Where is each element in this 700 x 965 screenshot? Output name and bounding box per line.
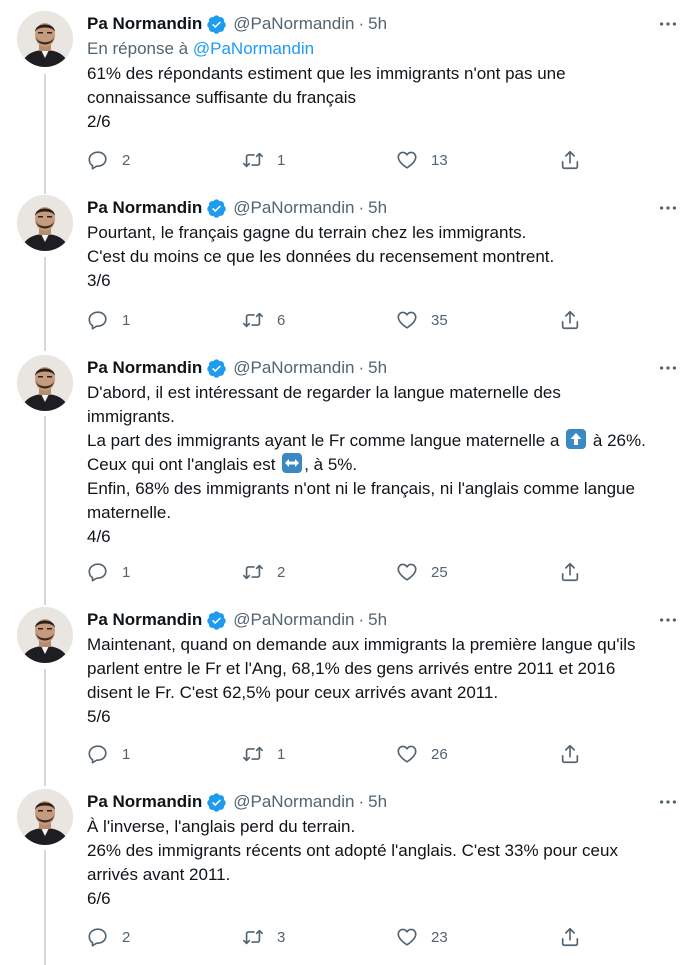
separator-dot: · — [358, 198, 365, 217]
tweet-text — [87, 633, 680, 729]
like-icon — [396, 149, 418, 171]
retweet-button[interactable] — [242, 742, 285, 766]
like-count: 26 — [431, 745, 448, 763]
tweet[interactable] — [0, 184, 700, 344]
retweet-icon — [242, 926, 264, 948]
avatar[interactable] — [17, 11, 73, 67]
tweet-text-line: 4/6 — [87, 527, 111, 546]
like-button[interactable] — [396, 308, 448, 332]
share-icon — [559, 743, 581, 765]
tweet-text-line: 6/6 — [87, 889, 111, 908]
verified-badge-icon — [206, 198, 227, 219]
reply-icon — [87, 149, 109, 171]
retweet-button[interactable] — [242, 925, 285, 949]
reply-count: 1 — [122, 745, 131, 763]
tweet-text-line — [87, 453, 680, 477]
timestamp[interactable]: 5h — [368, 610, 388, 629]
reply-button[interactable] — [87, 308, 130, 332]
share-button[interactable] — [559, 560, 581, 584]
avatar[interactable] — [17, 355, 73, 411]
retweet-icon — [242, 149, 264, 171]
verified-badge-icon — [206, 14, 227, 35]
tweet-text — [87, 221, 680, 293]
author-name[interactable]: Pa Normandin — [87, 792, 203, 811]
tweet[interactable] — [0, 344, 700, 596]
tweet-text-line: disent le Fr. C'est 62,5% pour ceux arrivés avant 2011. — [87, 683, 499, 702]
tweet-text-line: 26% des immigrants récents ont adopté l'anglais. C'est 33% pour ceux — [87, 841, 618, 860]
reply-button[interactable] — [87, 560, 130, 584]
tweet-actions — [87, 925, 680, 949]
like-count: 13 — [431, 151, 448, 169]
timestamp[interactable]: 5h — [368, 792, 388, 811]
timestamp[interactable]: 5h — [368, 198, 388, 217]
tweet-text-line: maternelle. — [87, 503, 172, 522]
retweet-button[interactable] — [242, 308, 285, 332]
tweet-text-line: Pourtant, le français gagne du terrain chez les immigrants. — [87, 223, 527, 242]
share-icon — [559, 561, 581, 583]
tweet-text — [87, 381, 680, 549]
reply-icon — [87, 743, 109, 765]
tweet-text-segment: à 26%. — [592, 431, 646, 450]
author-name[interactable]: Pa Normandin — [87, 198, 203, 217]
reply-count: 2 — [122, 151, 131, 169]
separator-dot: · — [358, 14, 365, 33]
share-icon — [559, 149, 581, 171]
tweet-header — [87, 790, 680, 814]
like-icon — [396, 309, 418, 331]
retweet-count: 2 — [277, 563, 286, 581]
like-count: 23 — [431, 928, 448, 946]
reply-icon — [87, 926, 109, 948]
reply-prefix: En réponse à — [87, 39, 189, 58]
like-button[interactable] — [396, 148, 448, 172]
reply-button[interactable] — [87, 148, 130, 172]
reply-to-link[interactable]: @PaNormandin — [192, 39, 315, 58]
retweet-icon — [242, 561, 264, 583]
author-handle[interactable]: @PaNormandin — [233, 198, 355, 217]
more-options-button[interactable] — [656, 790, 680, 814]
retweet-count: 1 — [277, 151, 286, 169]
tweet-actions — [87, 742, 680, 766]
timestamp[interactable]: 5h — [368, 14, 388, 33]
avatar[interactable] — [17, 195, 73, 251]
reply-button[interactable] — [87, 742, 130, 766]
more-options-button[interactable] — [656, 196, 680, 220]
more-icon — [657, 13, 679, 35]
tweet-text-line: Maintenant, quand on demande aux immigrants la première langue qu'ils — [87, 635, 636, 654]
more-icon — [657, 357, 679, 379]
share-button[interactable] — [559, 925, 581, 949]
tweet-text-segment: Ceux qui ont l'anglais est — [87, 455, 276, 474]
like-button[interactable] — [396, 560, 448, 584]
tweet-header — [87, 608, 680, 632]
tweet-text-line: 3/6 — [87, 271, 111, 290]
more-options-button[interactable] — [656, 356, 680, 380]
author-name[interactable]: Pa Normandin — [87, 14, 203, 33]
timestamp[interactable]: 5h — [368, 358, 388, 377]
avatar[interactable] — [17, 607, 73, 663]
reply-button[interactable] — [87, 925, 130, 949]
share-button[interactable] — [559, 148, 581, 172]
author-handle[interactable]: @PaNormandin — [233, 358, 355, 377]
tweet-text-segment: La part des immigrants ayant le Fr comme langue maternelle a — [87, 431, 560, 450]
more-icon — [657, 197, 679, 219]
author-handle[interactable]: @PaNormandin — [233, 14, 355, 33]
retweet-button[interactable] — [242, 560, 285, 584]
reply-context — [87, 37, 680, 61]
tweet[interactable] — [0, 778, 700, 965]
author-handle[interactable]: @PaNormandin — [233, 792, 355, 811]
verified-badge-icon — [206, 792, 227, 813]
more-options-button[interactable] — [656, 12, 680, 36]
up-arrow-emoji-icon — [566, 429, 586, 449]
more-icon — [657, 791, 679, 813]
reply-icon — [87, 561, 109, 583]
share-icon — [559, 309, 581, 331]
tweet-text-line: parlent entre le Fr et l'Ang, 68,1% des gens arrivés entre 2011 et 2016 — [87, 659, 616, 678]
retweet-count: 6 — [277, 311, 286, 329]
tweet-actions — [87, 308, 680, 332]
retweet-count: 1 — [277, 745, 286, 763]
reply-count: 1 — [122, 311, 131, 329]
separator-dot: · — [358, 358, 365, 377]
tweet-text-line: À l'inverse, l'anglais perd du terrain. — [87, 817, 356, 836]
retweet-count: 3 — [277, 928, 286, 946]
tweet-text-line: 5/6 — [87, 707, 111, 726]
like-button[interactable] — [396, 742, 448, 766]
tweet[interactable] — [0, 596, 700, 778]
avatar[interactable] — [17, 789, 73, 845]
tweet-header — [87, 12, 680, 36]
tweet-text-line: 61% des répondants estiment que les immigrants n'ont pas une — [87, 64, 566, 83]
tweet-text — [87, 62, 680, 134]
tweet-actions — [87, 148, 680, 172]
tweet-actions — [87, 560, 680, 584]
like-count: 25 — [431, 563, 448, 581]
retweet-icon — [242, 309, 264, 331]
tweet[interactable] — [0, 0, 700, 184]
like-button[interactable] — [396, 925, 448, 949]
tweet-text-segment: , à 5%. — [304, 455, 358, 474]
like-icon — [396, 561, 418, 583]
like-icon — [396, 926, 418, 948]
reply-count: 1 — [122, 563, 131, 581]
author-name[interactable]: Pa Normandin — [87, 610, 203, 629]
retweet-button[interactable] — [242, 148, 285, 172]
share-icon — [559, 926, 581, 948]
tweet-text — [87, 815, 680, 911]
share-button[interactable] — [559, 742, 581, 766]
left-right-arrow-emoji-icon — [282, 453, 302, 473]
tweet-text-line: 2/6 — [87, 112, 111, 131]
retweet-icon — [242, 743, 264, 765]
tweet-header — [87, 356, 680, 380]
verified-badge-icon — [206, 358, 227, 379]
author-handle[interactable]: @PaNormandin — [233, 610, 355, 629]
separator-dot: · — [358, 792, 365, 811]
tweet-text-line — [87, 429, 680, 453]
tweet-text-line: connaissance suffisante du français — [87, 88, 357, 107]
tweet-text-line: Enfin, 68% des immigrants n'ont ni le français, ni l'anglais comme langue — [87, 479, 635, 498]
tweet-header — [87, 196, 680, 220]
tweet-text-line: D'abord, il est intéressant de regarder la langue maternelle des — [87, 383, 561, 402]
author-name[interactable]: Pa Normandin — [87, 358, 203, 377]
tweet-text-line: immigrants. — [87, 407, 175, 426]
reply-icon — [87, 309, 109, 331]
like-icon — [396, 743, 418, 765]
share-button[interactable] — [559, 308, 581, 332]
verified-badge-icon — [206, 610, 227, 631]
more-options-button[interactable] — [656, 608, 680, 632]
more-icon — [657, 609, 679, 631]
separator-dot: · — [358, 610, 365, 629]
tweet-text-line: arrivés avant 2011. — [87, 865, 231, 884]
like-count: 35 — [431, 311, 448, 329]
tweet-text-line: C'est du moins ce que les données du recensement montrent. — [87, 247, 555, 266]
reply-count: 2 — [122, 928, 131, 946]
